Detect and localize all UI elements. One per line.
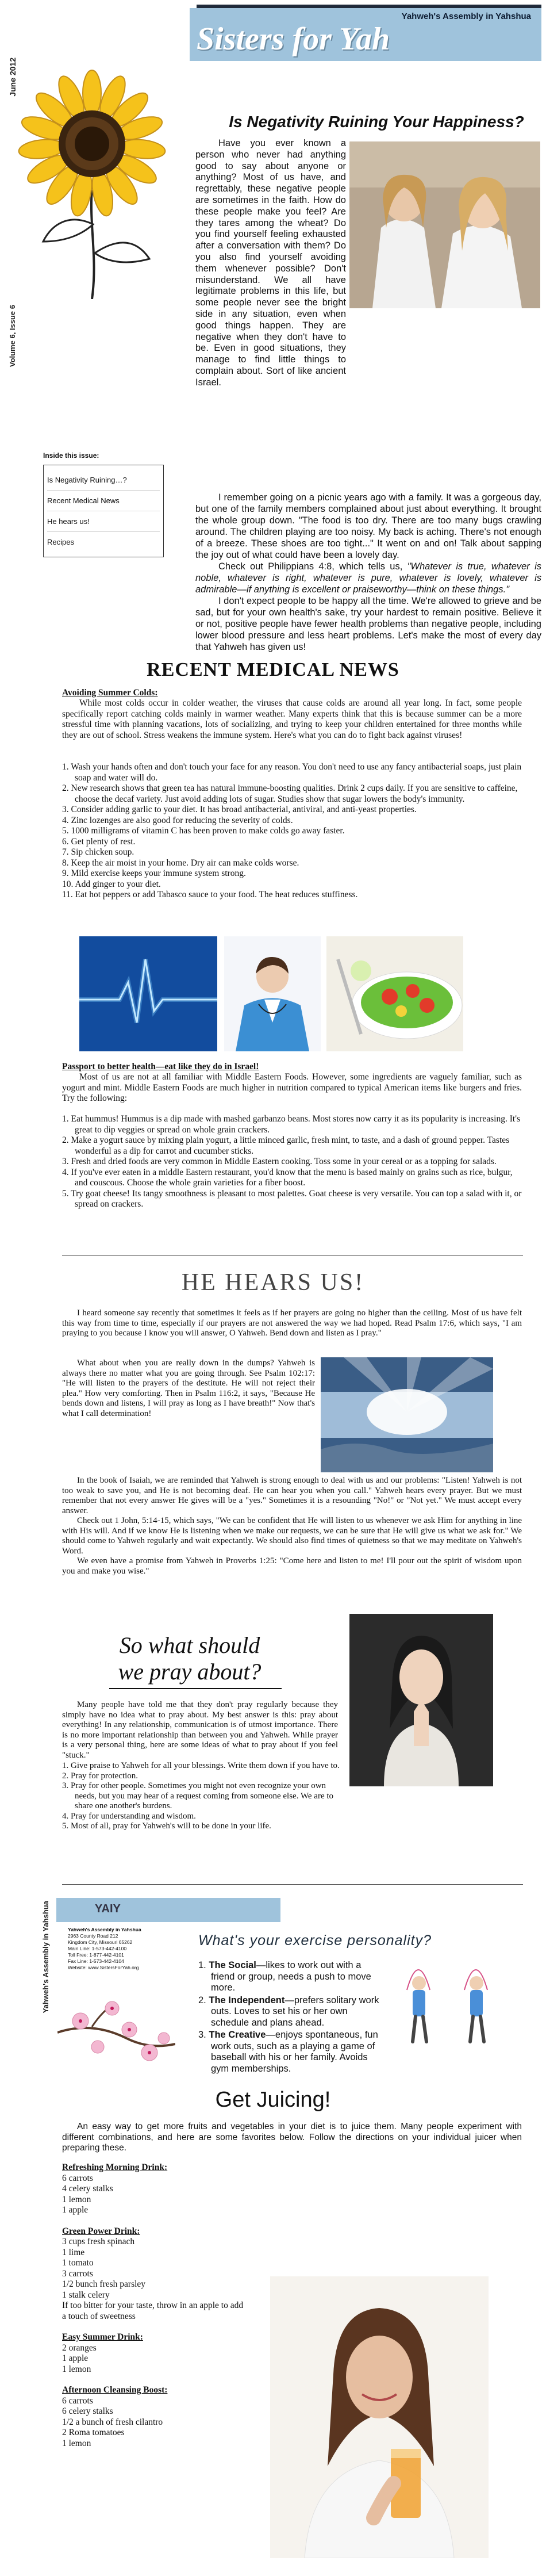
exercise-title: What's your exercise personality? xyxy=(198,1932,432,1949)
address-line: Toll Free: 1-877-442-4101 xyxy=(68,1952,124,1958)
list-item: 3. Fresh and dried foods are very common in Middle Eastern cooking. Toss some in your cereal or as a topping for salads. xyxy=(62,1157,497,1166)
inside-issue-list xyxy=(43,465,164,557)
ingredient: 1 lemon xyxy=(62,2438,91,2448)
back-vertical-title: Yahweh's Assembly in Yahshua xyxy=(41,1901,50,2014)
ingredient: 1/2 bunch fresh parsley xyxy=(62,2279,146,2289)
newsletter-title: Sisters for Yah xyxy=(197,21,390,57)
ingredient: 6 carrots xyxy=(62,2395,93,2406)
passport-heading: Passport to better health—eat like they do in Israel! xyxy=(62,1062,259,1071)
list-item: 8. Keep the air moist in your home. Dry air can make colds worse. xyxy=(62,858,299,868)
recipe-list xyxy=(62,2162,246,2459)
address-line: Yahweh's Assembly in Yahshua xyxy=(68,1927,141,1932)
negativity-para3 xyxy=(195,561,541,595)
address-line: Website: www.SistersForYah.org xyxy=(68,1965,139,1970)
inside-item[interactable]: He hears us! xyxy=(47,511,160,532)
summer-colds-intro: While most colds occur in colder weather, the viruses that cause colds are around all year long. In fact, some people specifically report catching colds mainly in warmer weather. Many experts think that this is because summer can be a more stressful time with planning vacations, lots of socializing, and trying to keep your children entertained for three months while they are out of school. Stress weakens the immune system. Here's what you can do to fight back against viruses! xyxy=(62,698,522,740)
negativity-continued xyxy=(195,492,541,653)
inside-item[interactable]: Is Negativity Ruining…? xyxy=(47,470,160,491)
recipe-title: Afternoon Cleansing Boost: xyxy=(62,2385,168,2395)
ingredient: 2 oranges xyxy=(62,2342,97,2353)
ingredient: 1 stalk celery xyxy=(62,2290,110,2300)
list-item: 1. Wash your hands often and don't touch your face for any reason. You don't need to use any fancy antibacterial soaps, just plain soap and water will do. xyxy=(62,762,522,783)
sunflower-illustration xyxy=(11,52,175,299)
passport-intro: Most of us are not at all familiar with Middle Eastern Foods. However, some ingredients are vaguely familiar, such as yogurt and mint. Middle Eastern Foods are much higher in nutrition compared to typical American items like burgers and fries. Try the following: xyxy=(62,1072,522,1103)
pray-intro: Many people have told me that they don't pray regularly because they simply have no idea what to pray about. My best answer is this: pray about everything! In any relationship, communication is of utmost importance. There is no more important relationship than between you and Yahweh. While prayer is a very personal thing, here are some ideas of what to pray about if you feel "stuck." xyxy=(62,1700,338,1760)
recipe-title: Green Power Drink: xyxy=(62,2226,140,2236)
list-item: 4. Zinc lozenges are also good for reducing the severity of colds. xyxy=(62,815,293,825)
address-line: Fax Line: 1-573-442-4104 xyxy=(68,1958,124,1964)
heartbeat-image xyxy=(79,936,217,1051)
inside-item[interactable]: Recipes xyxy=(47,538,74,546)
list-item: 4. If you've ever eaten in a middle Eastern restaurant, you'd know that the menu is based mainly on grains such as rice, bulgur, and couscous. Choose the whole grain varieties for a fiber boost. xyxy=(62,1167,513,1188)
he-hears-para3: In the book of Isaiah, we are reminded that Yahweh is strong enough to deal with us and our problems: "Listen! Yahweh is not too weak to save you, and He is not becoming deaf. He can hear you when you call." Yahweh hears every prayer. But we must remember that not every answer He gives will be a "yes." Sometimes it is a resounding "No!" or "Not yet." We must accept every answer. xyxy=(62,1476,522,1515)
yaiy-label: YAIY xyxy=(95,1903,121,1915)
item-number: 2. xyxy=(198,1995,206,2005)
item-label: The Social xyxy=(209,1960,256,1970)
list-item: 7. Sip chicken soup. xyxy=(62,847,134,857)
list-item: 3. Pray for other people. Sometimes you might not even recognize your own needs, but you may hear of a request coming from someone else. We are to share one another's burdens. xyxy=(62,1781,334,1811)
negativity-para2: I remember going on a picnic years ago with a family. It was a gorgeous day, but one of the family members complained about just about everything. It brought the whole group down. "The food is too dry. There are too many bugs crawling around. The children playing are too noisy. My back is aching. There's not enough of a breeze. These shoes are too tight..." It went on and on! Talk about sapping the joy out of what could have been a lovely day. xyxy=(195,492,541,560)
masthead-subtitle: Yahweh's Assembly in Yahshua xyxy=(401,12,531,21)
philippians-quote: "Whatever is true, whatever is noble, whatever is right, whatever is pure, whatever is lovely, whatever is admirable—if anything is excellent or praiseworthy—think on these things." xyxy=(195,561,541,595)
negativity-intro xyxy=(195,138,346,389)
pray-list xyxy=(62,1761,344,1832)
ingredient: 6 carrots xyxy=(62,2173,93,2183)
list-item: 9. Mild exercise keeps your immune system strong. xyxy=(62,868,246,878)
address-line: Kingdom City, Missouri 65262 xyxy=(68,1939,133,1945)
recipe-title: Refreshing Morning Drink: xyxy=(62,2162,168,2172)
woman-with-juice-image xyxy=(270,2276,489,2558)
inside-issue-title: Inside this issue: xyxy=(43,451,99,460)
pray-title xyxy=(80,1632,299,1685)
ingredient: If too bitter for your taste, throw in an apple to add a touch of sweetness xyxy=(62,2301,244,2321)
item-text: —likes to work out with a friend or group, needs a push to move more. xyxy=(211,1960,371,1993)
ingredient: 6 celery stalks xyxy=(62,2406,113,2416)
he-hears-para1: I heard someone say recently that sometimes it feels as if her prayers are going no higher than the ceiling. Most of us have felt this way from time to time, especially if our prayers are not answered the way we had hoped. Read Psalm 17:6, which says, "I am praying to you because I know you will answer, O Yahweh. Bend down and listen as I pray." xyxy=(62,1308,522,1338)
negativity-para3-lead: Check out Philippians 4:8, which tells us, xyxy=(218,561,407,572)
nurse-image xyxy=(224,936,321,1051)
passport-list xyxy=(62,1114,522,1210)
list-item: 2. Pray for protection. xyxy=(62,1771,139,1781)
ingredient: 1 tomato xyxy=(62,2258,94,2268)
pray-title-line1: So what should xyxy=(119,1632,260,1658)
list-item: 4. Pray for understanding and wisdom. xyxy=(62,1811,196,1821)
item-number: 1. xyxy=(198,1960,206,1970)
pray-title-line2: we pray about? xyxy=(118,1659,262,1685)
list-item: 1. Give praise to Yahweh for all your blessings. Write them down if you have to. xyxy=(62,1761,340,1770)
he-hears-para2: What about when you are really down in the dumps? Yahweh is always there no matter what you are going through. See Psalm 102:17: "He will listen to the prayers of the destitute. He will not reject their plea." How very comforting. Then in Psalm 116:2, it says, "Because He bends down and listens, I will pray as long as I have breath!" Now that's what I call determination! xyxy=(62,1358,315,1418)
recipe-title: Easy Summer Drink: xyxy=(62,2332,143,2342)
two-women-photo xyxy=(349,141,540,308)
juicing-title: Get Juicing! xyxy=(215,2088,331,2112)
medical-news-title: RECENT MEDICAL NEWS xyxy=(147,659,399,680)
list-item: 2. New research shows that green tea has natural immune-boosting qualities. Drink 2 cups daily. If you are sensitive to caffeine, choose the decaf variety. Just avoid adding lots of sugar. Studies show that sugar lowers the body's immunity. xyxy=(62,783,518,804)
section-divider xyxy=(62,1884,523,1885)
ingredient: 4 celery stalks xyxy=(62,2184,113,2194)
cherry-blossom-illustration xyxy=(57,1998,175,2073)
heavenly-light-image xyxy=(321,1357,493,1472)
ingredient: 1 apple xyxy=(62,2205,89,2215)
ingredient: 1 lemon xyxy=(62,2194,91,2204)
ingredient: 1/2 a bunch of fresh cilantro xyxy=(62,2417,163,2427)
list-item: 2. Make a yogurt sauce by mixing plain yogurt, a little minced garlic, fresh mint, to taste, and a dash of ground pepper. Tastes wonderful as a dip for carrot and cucumber sticks. xyxy=(62,1135,510,1156)
juicing-intro: An easy way to get more fruits and vegetables in your diet is to juice them. Many people experiment with different combinations, and here are some favorites below. Follow the directions on your individual juicer when preparing these. xyxy=(62,2122,522,2153)
yaiy-banner xyxy=(56,1898,280,1922)
masthead-banner xyxy=(190,8,541,61)
ingredient: 2 Roma tomatoes xyxy=(62,2428,125,2437)
item-text: —enjoys spontaneous, fun work outs, such as a playing a game of baseball with his or her family. Avoids gym memberships. xyxy=(211,2030,378,2074)
list-item: 1. Eat hummus! Hummus is a dip made with mashed garbanzo beans. Most stores now carry it as its popularity is increasing. It's great to dip veggies or spread on whole grain crackers. xyxy=(62,1114,521,1135)
ingredient: 1 apple xyxy=(62,2353,89,2363)
recipe xyxy=(62,2162,246,2216)
list-item: 3. Consider adding garlic to your diet. It has broad antibacterial, antiviral, and anti-yeast properties. xyxy=(62,805,417,814)
item-number: 3. xyxy=(198,2030,206,2040)
summer-colds-list xyxy=(62,762,522,901)
issue-volume: Volume 6, Issue 6 xyxy=(8,305,17,368)
ingredient: 1 lime xyxy=(62,2247,85,2257)
jump-rope-image xyxy=(384,1955,516,2070)
inside-item[interactable]: Recent Medical News xyxy=(47,491,160,511)
issue-date: June 2012 xyxy=(8,58,17,97)
pray-title-underline xyxy=(109,1688,282,1689)
exercise-list xyxy=(198,1960,383,2076)
contact-address xyxy=(68,1927,183,1971)
list-item xyxy=(198,2030,383,2074)
ingredient: 3 carrots xyxy=(62,2268,93,2279)
list-item xyxy=(198,1995,383,2029)
praying-woman-image xyxy=(349,1614,493,1786)
summer-colds-heading: Avoiding Summer Colds: xyxy=(62,688,158,698)
negativity-title: Is Negativity Ruining Your Happiness? xyxy=(229,113,524,131)
he-hears-us-title: HE HEARS US! xyxy=(181,1269,365,1296)
list-item: 5. 1000 milligrams of vitamin C has been proven to make colds go away faster. xyxy=(62,826,345,836)
he-hears-continued xyxy=(62,1476,522,1576)
list-item: 6. Get plenty of rest. xyxy=(62,836,136,847)
negativity-para1: Have you ever known a person who never had anything good to say about anyone or anything? Most of us have, and regrettably, these negative people are sometimes in the faith. How do these people make you feel? Are they tares among the wheat? Do you find yourself feeling exhausted after a conversation with them? Do you also find yourself avoiding them whenever possible? Don't misunderstand. We all have legitimate problems in this life, but some people never see the bright side in any situation, even when good things happen. They are negative when they don't have to be. Even in good situations, they manage to find little things to complain about. Sort of like ancient Israel. xyxy=(195,138,346,388)
address-line: Main Line: 1-573-442-4100 xyxy=(68,1946,127,1951)
ingredient: 3 cups fresh spinach xyxy=(62,2237,135,2246)
he-hears-para4: Check out 1 John, 5:14-15, which says, "We can be confident that He will listen to us whenever we ask Him for anything in line with His will. And if we know He is listening when we make our requests, we can be sure that He will give us what we ask for." We should come to Yahweh regularly and wait expectantly. We should also find times of quietness so that we may meditate on Yahweh's Word. xyxy=(62,1516,522,1556)
he-hears-para5: We even have a promise from Yahweh in Proverbs 1:25: "Come here and listen to me! I'll pour out the spirit of wisdom upon you and make you wise." xyxy=(62,1556,522,1576)
recipe xyxy=(62,2226,246,2322)
ingredient: 1 lemon xyxy=(62,2364,91,2374)
salad-image xyxy=(326,936,463,1051)
list-item: 5. Try goat cheese! Its tangy smoothness is pleasant to most palettes. Goat cheese is very versatile. You can top a salad with it, or spread on crackers. xyxy=(62,1188,522,1209)
recipe xyxy=(62,2385,246,2449)
list-item xyxy=(198,1960,383,1994)
item-label: The Independent xyxy=(209,1995,285,2005)
item-label: The Creative xyxy=(209,2030,266,2040)
address-line: 2963 County Road 212 xyxy=(68,1933,118,1939)
negativity-para4: I don't expect people to be happy all the time. We're allowed to grieve and be sad, but for your own health's sake, try your hardest to remain positive. Believe it or not, positive people have fewer health problems than negative people, including lower blood pressure and less heart problems. Let's make the most of every day that Yahweh has given us! xyxy=(195,596,541,652)
recipe xyxy=(62,2332,246,2375)
list-item: 11. Eat hot peppers or add Tabasco sauce to your food. The heat reduces stuffiness. xyxy=(62,890,358,900)
item-text: —prefers solitary work outs. Loves to set his or her own schedule and plans ahead. xyxy=(211,1995,379,2028)
list-item: 5. Most of all, pray for Yahweh's will to be done in your life. xyxy=(62,1821,271,1831)
list-item: 10. Add ginger to your diet. xyxy=(62,879,161,889)
